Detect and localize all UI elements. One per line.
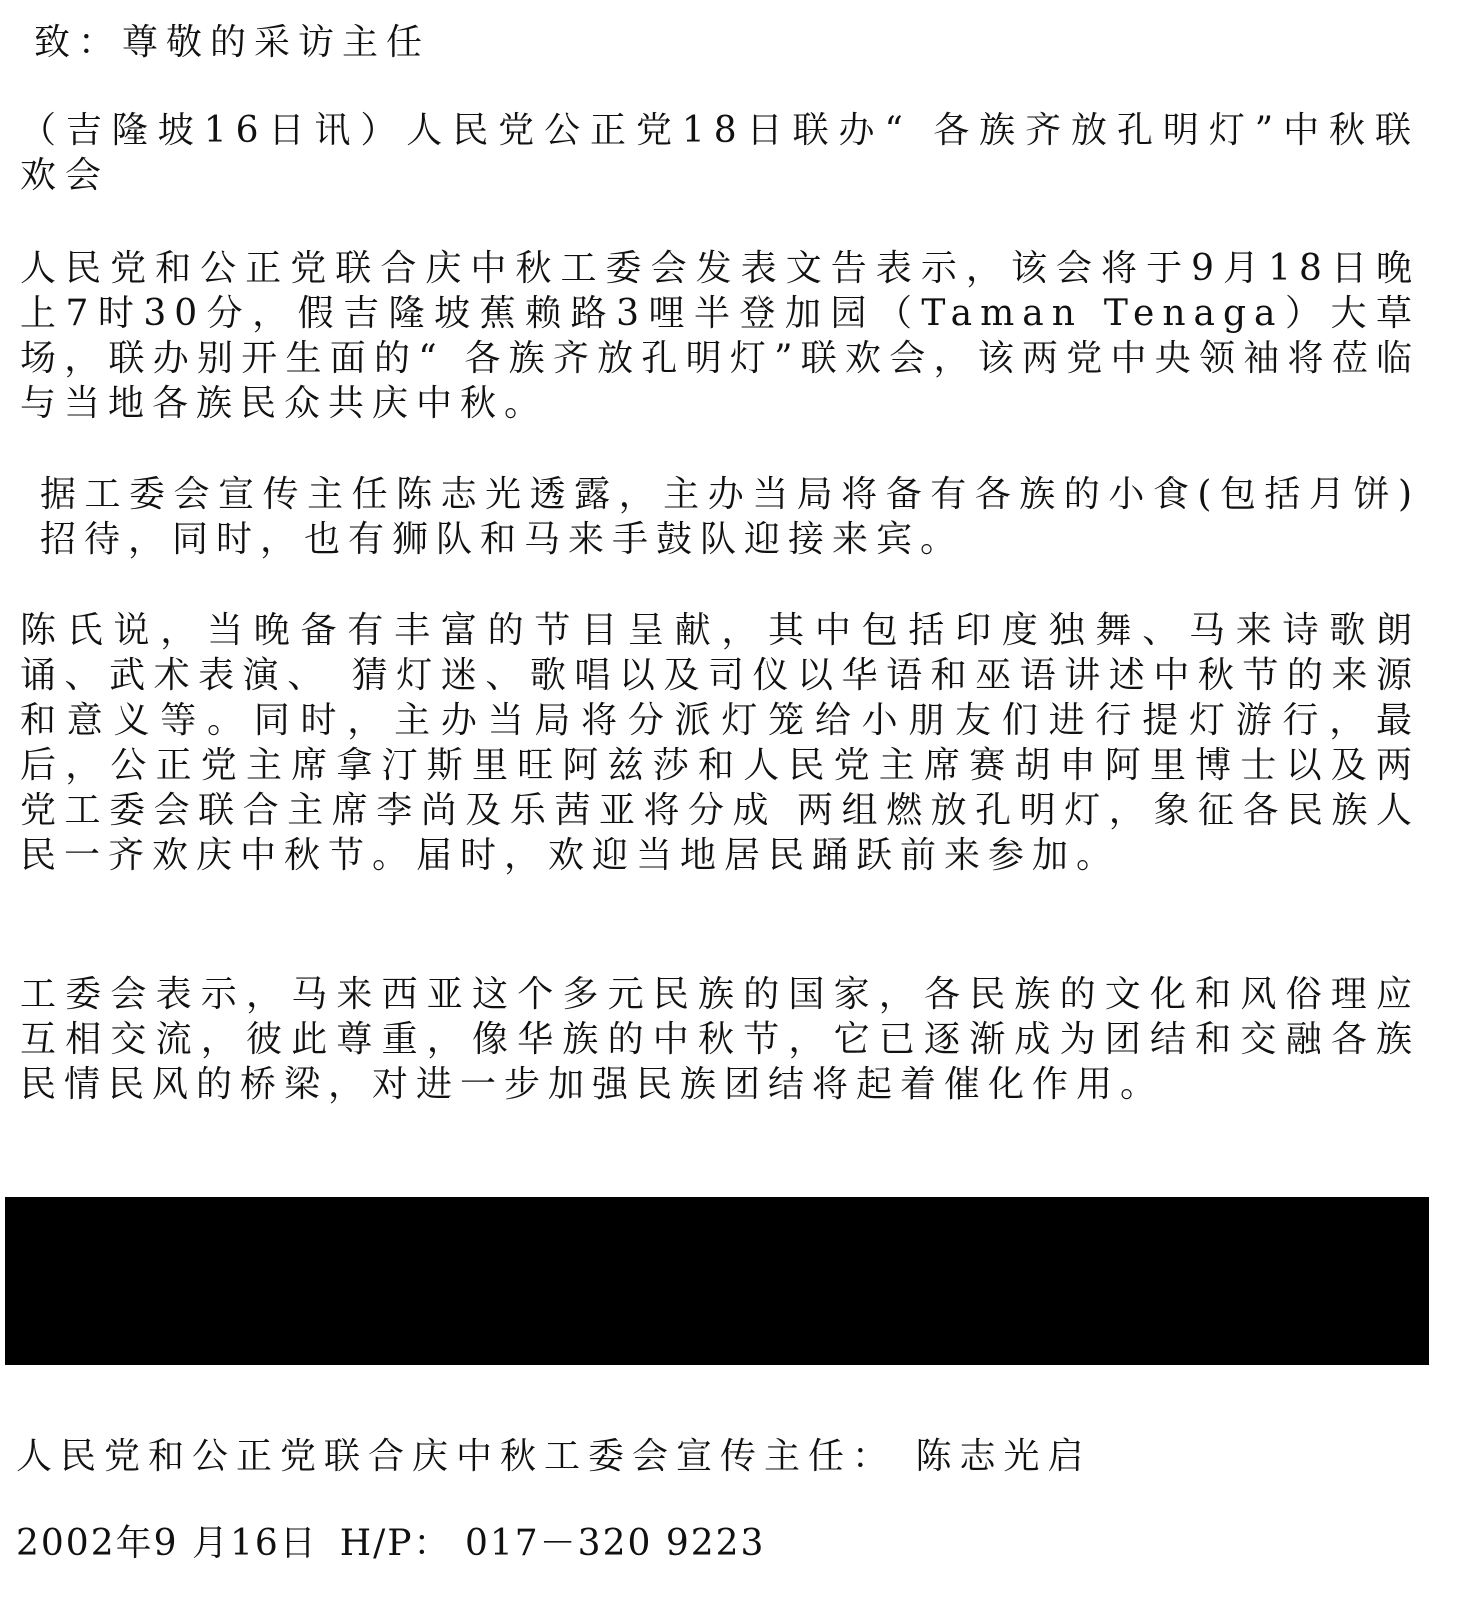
redaction-bar [5, 1197, 1429, 1365]
paragraph-announcement: 人民党和公正党联合庆中秋工委会发表文告表示，该会将于9月18日晚上7时30分，假吉隆坡蕉赖路3哩半登加园（Taman Tenaga）大草场，联办别开生面的“ 各族齐放孔明灯”联欢会，该两党中央领袖将莅临与当地各族民众共庆中秋。 [20, 248, 1420, 424]
phone-text: H/P： 017－320 9223 [339, 1523, 766, 1564]
paragraph-program: 陈氏说，当晚备有丰富的节目呈献，其中包括印度独舞、马来诗歌朗诵、武术表演、 猜灯迷、歌唱以及司仪以华语和巫语讲述中秋节的来源和意义等。同时，主办当局将分派灯笼给小朋友们进行提灯游行，最后，公正党主席拿汀斯里旺阿兹莎和人民党主席赛胡申阿里博士以及两党工委会联合主席李尚及乐茜亚将分成 两组燃放孔明灯，象征各民族人民一齐欢庆中秋节。届时，欢迎当地居民踊跃前来参加。 [20, 610, 1420, 876]
paragraph-refreshments: 据工委会宣传主任陈志光透露，主办当局将备有各族的小食(包括月饼)招待，同时，也有狮队和马来手鼓队迎接来宾。 [40, 474, 1420, 560]
date-text: 2002年9 月16日 [16, 1523, 318, 1564]
paragraph-unity: 工委会表示，马来西亚这个多元民族的国家，各民族的文化和风俗理应互相交流，彼此尊重，像华族的中秋节，它已逐渐成为团结和交融各族民情民风的桥梁，对进一步加强民族团结将起着催化作用。 [20, 974, 1420, 1105]
headline: （吉隆坡16日讯）人民党公正党18日联办“ 各族齐放孔明灯”中秋联欢会 [20, 110, 1420, 196]
date-contact-line [16, 1515, 787, 1566]
greeting-line: 致：尊敬的采访主任 [34, 22, 431, 63]
signature-line: 人民党和公正党联合庆中秋工委会宣传主任： 陈志光启 [16, 1436, 1092, 1477]
